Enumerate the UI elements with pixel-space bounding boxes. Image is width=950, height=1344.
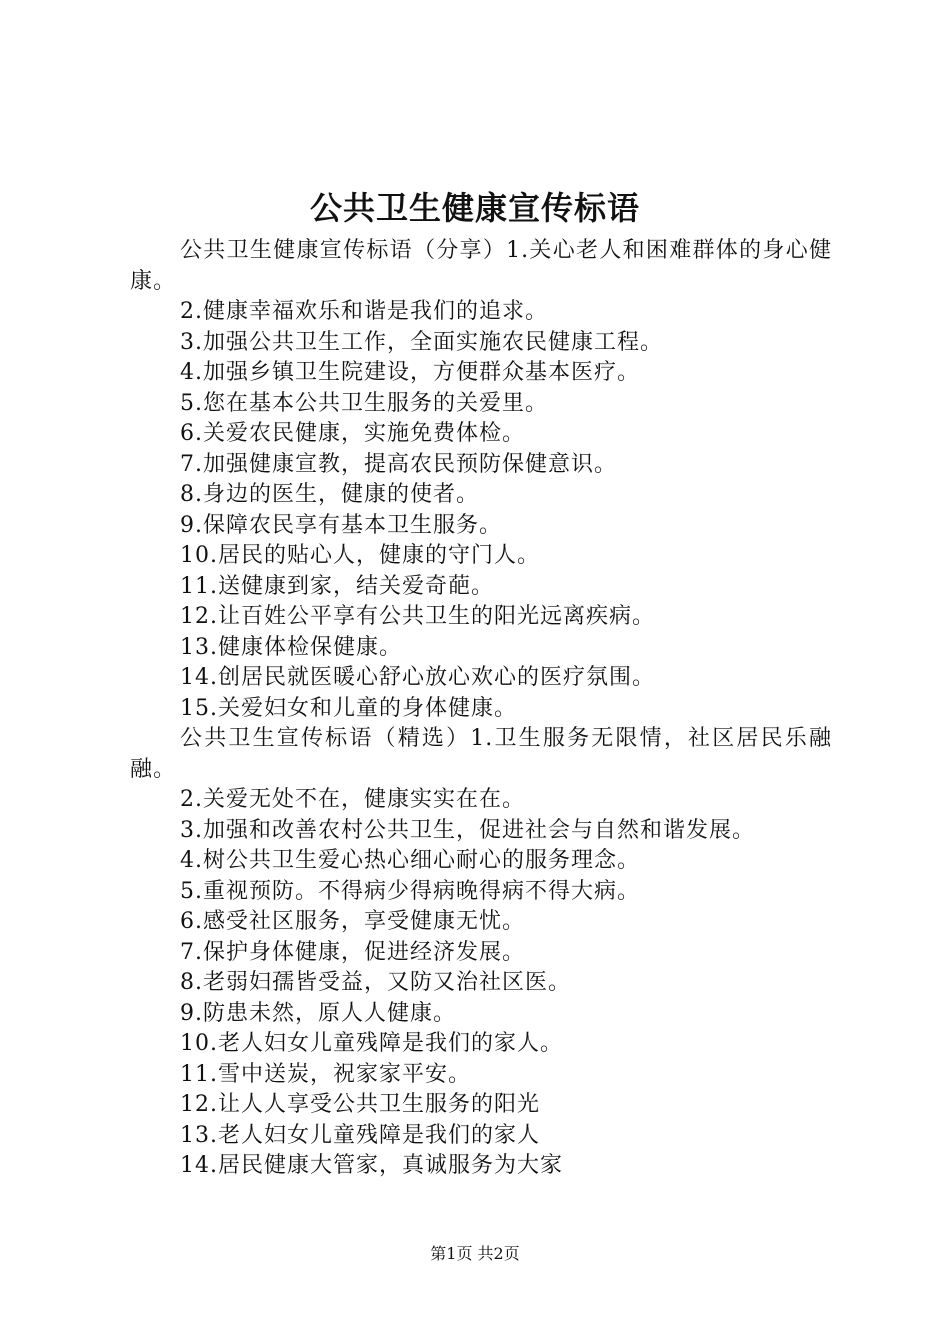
list-item: 4.树公共卫生爱心热心细心耐心的服务理念。 (180, 848, 640, 873)
list-item: 8.身边的医生，健康的使者。 (180, 482, 479, 507)
list-item: 6.感受社区服务，享受健康无忧。 (180, 909, 525, 934)
list-item: 2.关爱无处不在，健康实实在在。 (180, 787, 525, 812)
list-item: 14.居民健康大管家，真诚服务为大家 (180, 1153, 563, 1178)
list-item: 11.雪中送炭，祝家家平安。 (180, 1061, 471, 1087)
page-footer: 第1页 共2页 (430, 1244, 520, 1263)
list-item: 5.重视预防。不得病少得病晚得病不得大病。 (180, 878, 640, 904)
list-item: 12.让百姓公平享有公共卫生的阳光远离疾病。 (180, 604, 655, 629)
list-item: 10.居民的贴心人，健康的守门人。 (180, 543, 540, 568)
section2-list (130, 785, 832, 1182)
list-item: 15.关爱妇女和儿童的身体健康。 (180, 695, 517, 721)
document-body (130, 236, 832, 1182)
list-item: 7.加强健康宣教，提高农民预防保健意识。 (180, 451, 617, 477)
list-item: 6.关爱农民健康，实施免费体检。 (180, 421, 525, 446)
list-item: 3.加强和改善农村公共卫生，促进社会与自然和谐发展。 (180, 817, 755, 843)
list-item: 7.保护身体健康，促进经济发展。 (180, 939, 525, 965)
list-item: 2.健康幸福欢乐和谐是我们的追求。 (180, 299, 548, 324)
section2-intro: 公共卫生宣传标语（精选）1.卫生服务无限情，社区居民乐融融。 (130, 726, 832, 782)
list-item: 13.老人妇女儿童残障是我们的家人 (180, 1122, 540, 1148)
list-item: 9.保障农民享有基本卫生服务。 (180, 512, 502, 538)
list-item: 5.您在基本公共卫生服务的关爱里。 (180, 390, 548, 416)
list-item: 14.创居民就医暖心舒心放心欢心的医疗氛围。 (180, 665, 655, 690)
list-item: 3.加强公共卫生工作，全面实施农民健康工程。 (180, 329, 663, 355)
list-item: 9.防患未然，原人人健康。 (180, 1000, 456, 1026)
list-item: 4.加强乡镇卫生院建设，方便群众基本医疗。 (180, 360, 640, 385)
list-item: 13.健康体检保健康。 (180, 634, 402, 660)
section1-intro: 公共卫生健康宣传标语（分享）1.关心老人和困难群体的身心健康。 (130, 238, 832, 294)
list-item: 10.老人妇女儿童残障是我们的家人。 (180, 1031, 563, 1056)
page-title: 公共卫生健康宣传标语 (309, 189, 640, 227)
list-item: 11.送健康到家，结关爱奇葩。 (180, 573, 494, 599)
list-item: 12.让人人享受公共卫生服务的阳光 (180, 1092, 540, 1117)
list-item: 8.老弱妇孺皆受益，又防又治社区医。 (180, 970, 571, 995)
section1-list (130, 297, 832, 724)
